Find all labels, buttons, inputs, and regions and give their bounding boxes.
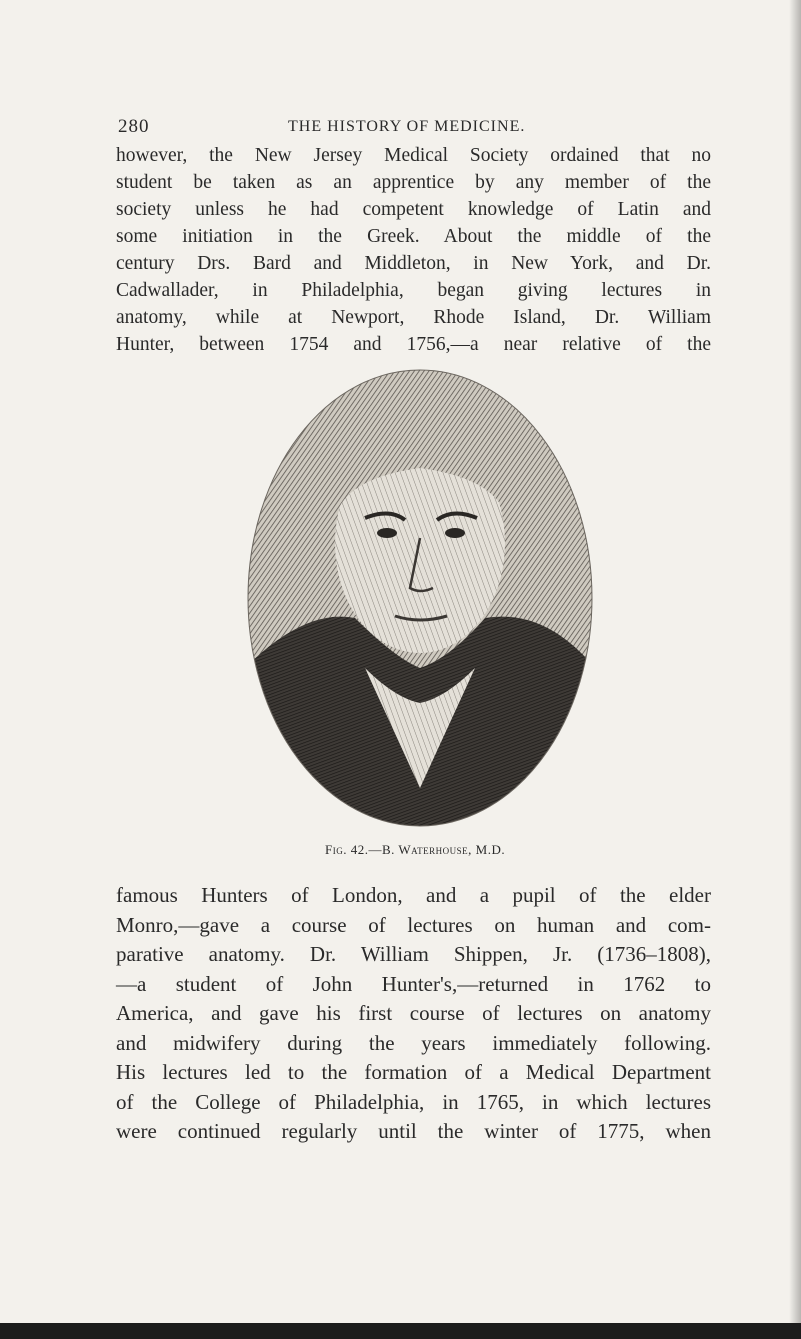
text-line: Cadwallader, in Philadelphia, began giving lectures in	[116, 280, 711, 301]
text-line: and midwifery during the years immediately following.	[116, 1030, 711, 1055]
text-line: parative anatomy. Dr. William Shippen, Jr. (1736–1808),	[116, 942, 711, 966]
paragraph-1	[116, 142, 711, 358]
text-line: famous Hunters of London, and a pupil of the elder	[116, 883, 711, 907]
paragraph-2	[116, 881, 711, 1147]
text-line: century Drs. Bard and Middleton, in New York, and Dr.	[116, 253, 711, 274]
figure-caption: Fig. 42.—B. Waterhouse, M.D.	[325, 842, 506, 857]
text-line: America, and gave his first course of lectures on anatomy	[116, 1001, 711, 1025]
portrait-engraving	[245, 368, 595, 828]
page-number: 280	[118, 116, 150, 137]
running-head: THE HISTORY OF MEDICINE.	[288, 118, 526, 135]
text-line: anatomy, while at Newport, Rhode Island, Dr. William	[116, 307, 711, 328]
text-line: were continued regularly until the winter of 1775, when	[116, 1119, 711, 1143]
text-line: —a student of John Hunter's,—returned in 1762 to	[116, 971, 711, 996]
figure-portrait	[225, 368, 605, 863]
page-header	[118, 116, 718, 142]
text-line: however, the New Jersey Medical Society ordained that no	[116, 145, 711, 166]
text-line: some initiation in the Greek. About the middle of the	[116, 226, 711, 247]
text-line: His lectures led to the formation of a Medical Department	[116, 1060, 711, 1084]
text-line: Monro,—gave a course of lectures on human and com-	[116, 912, 711, 937]
text-line: of the College of Philadelphia, in 1765, in which lectures	[116, 1089, 711, 1114]
text-line: student be taken as an apprentice by any member of the	[116, 172, 711, 193]
scan-bottom-edge	[0, 1323, 801, 1339]
page-edge-shadow	[789, 0, 801, 1339]
text-line: Hunter, between 1754 and 1756,—a near relative of the	[116, 334, 711, 355]
text-line: society unless he had competent knowledge of Latin and	[116, 199, 711, 220]
